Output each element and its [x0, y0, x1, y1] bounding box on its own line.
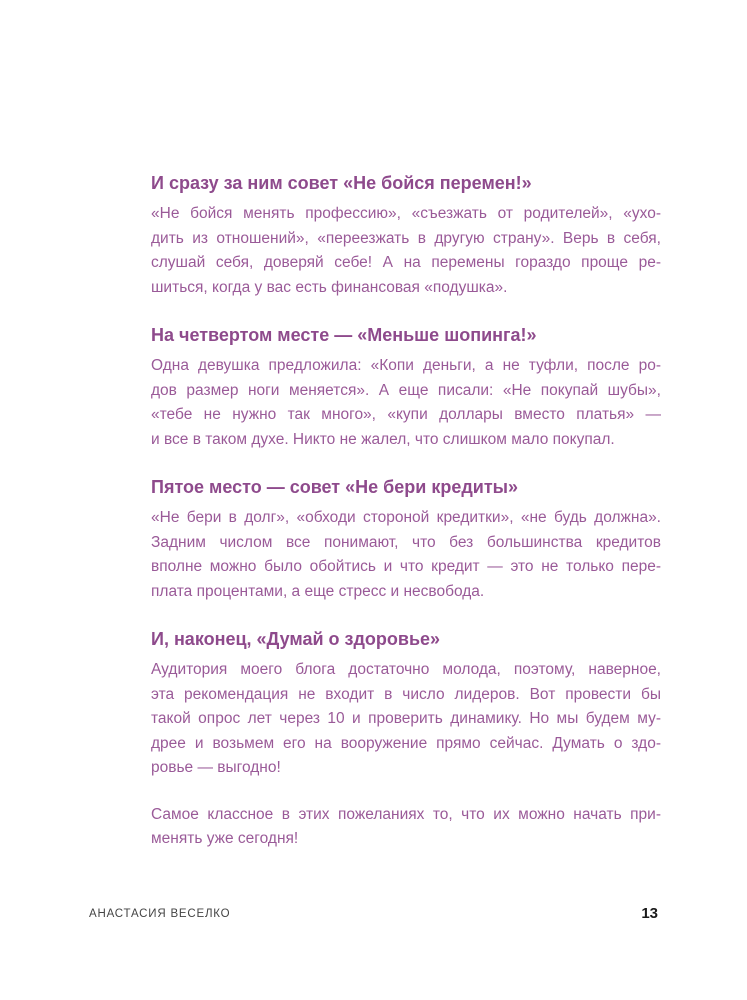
- section-health: [151, 626, 661, 781]
- text-line: Задним числом все понимают, что без большинства кредитов: [151, 533, 661, 551]
- text-line: ровье — выгодно!: [151, 759, 281, 776]
- section-dont-fear-change: [151, 170, 661, 300]
- text-line: менять уже сегодня!: [151, 830, 299, 847]
- section-heading: На четвертом месте — «Меньше шопинга!»: [151, 325, 537, 345]
- text-line: дить из отношений», «переезжать в другую страну». Верь в себя,: [151, 229, 661, 247]
- text-line: Аудитория моего блога достаточно молода, поэтому, наверное,: [151, 661, 661, 678]
- text-line: Одна девушка предложила: «Копи деньги, а не туфли, после ро-: [151, 357, 661, 374]
- section-heading: И, наконец, «Думай о здоровье»: [151, 629, 441, 649]
- text-line: дов размер ноги меняется». А еще писали: «Не покупай шубы»,: [151, 381, 661, 399]
- text-line: дрее и возьмем его на вооружение прямо сейчас. Думать о здо-: [151, 734, 661, 752]
- section-paragraph: [151, 354, 661, 452]
- text-line: шиться, когда у вас есть финансовая «подушка».: [151, 278, 508, 296]
- closing-paragraph: [151, 803, 661, 852]
- page-number: 13: [641, 905, 658, 922]
- section-paragraph: [151, 202, 661, 300]
- section-paragraph: [151, 658, 661, 781]
- text-line: «тебе не нужно так много», «купи доллары вместо платья» —: [151, 406, 661, 423]
- section-no-credits: [151, 474, 661, 604]
- text-line: плата процентами, а еще стресс и несвобода.: [151, 582, 485, 600]
- running-footer-author: АНАСТАСИЯ ВЕСЕЛКО: [89, 908, 231, 920]
- section-heading: Пятое место — совет «Не бери кредиты»: [151, 477, 519, 497]
- text-line: слушай себя, доверяй себе! А на перемены гораздо проще ре-: [151, 254, 661, 271]
- text-line: такой опрос лет через 10 и проверить динамику. Но мы будем му-: [151, 710, 661, 727]
- page-body: [151, 170, 661, 852]
- text-line: «Не бойся менять профессию», «съезжать от родителей», «ухо-: [151, 205, 661, 222]
- text-line: и все в таком духе. Никто не жалел, что слишком мало покупал.: [151, 430, 615, 448]
- text-line: эта рекомендация не входит в число лидеров. Вот провести бы: [151, 685, 661, 703]
- text-line: вполне можно было обойтись и что кредит — это не только пере-: [151, 558, 661, 575]
- section-paragraph: [151, 506, 661, 604]
- text-line: Самое классное в этих пожеланиях то, что их можно начать при-: [151, 805, 661, 823]
- section-less-shopping: [151, 322, 661, 452]
- section-heading: И сразу за ним совет «Не бойся перемен!»: [151, 173, 532, 193]
- text-line: «Не бери в долг», «обходи стороной кредитки», «не будь должна».: [151, 509, 661, 526]
